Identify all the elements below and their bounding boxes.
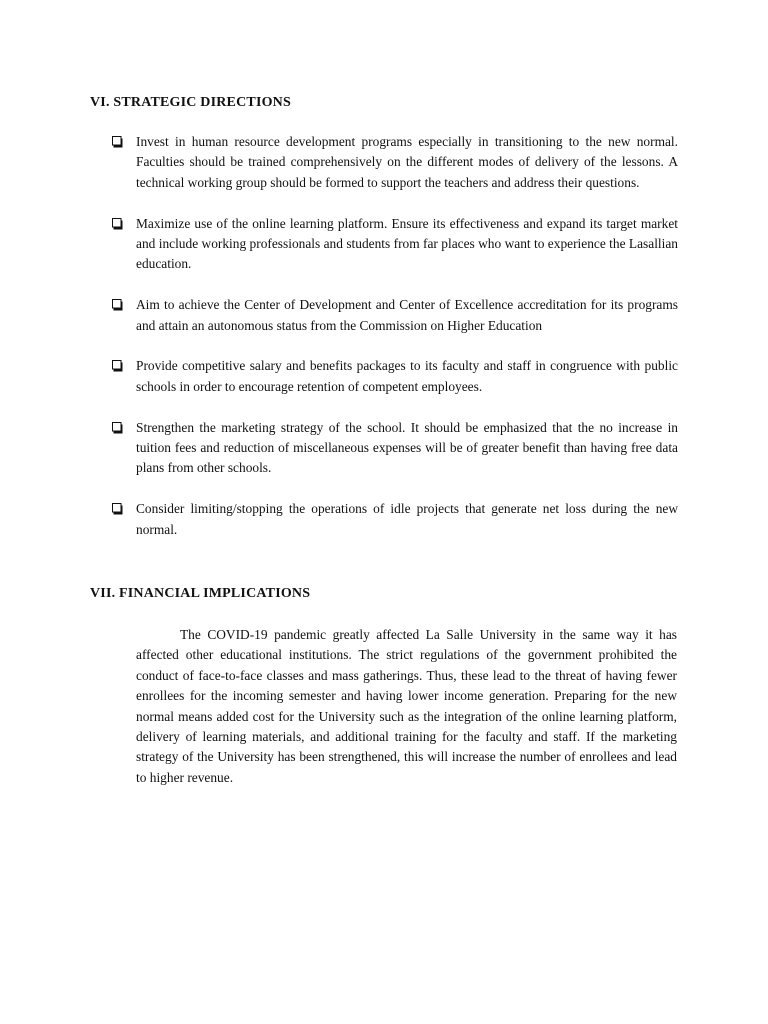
box-bullet-icon bbox=[112, 132, 126, 152]
strategic-directions-list bbox=[112, 132, 678, 560]
list-item-text: Invest in human resource development programs especially in transitioning to the new normal. Faculties should be trained comprehensively on the different modes of delivery of the lessons. A technical working group should be formed to support the teachers and address their questions. bbox=[136, 134, 678, 190]
list-item bbox=[112, 356, 678, 397]
list-item bbox=[112, 132, 678, 193]
list-item bbox=[112, 499, 678, 540]
list-item bbox=[112, 295, 678, 336]
box-bullet-icon bbox=[112, 499, 126, 519]
box-bullet-icon bbox=[112, 295, 126, 315]
list-item-text: Maximize use of the online learning platform. Ensure its effectiveness and expand its target market and include working professionals and students from far places who want to experience the Lasallian education. bbox=[136, 215, 678, 272]
list-item-text: Strengthen the marketing strategy of the school. It should be emphasized that the no increase in tuition fees and reduction of miscellaneous expenses will be of greater benefit than having free data plans from other schools. bbox=[136, 419, 678, 476]
list-item-text: Consider limiting/stopping the operations of idle projects that generate net loss during the new normal. bbox=[136, 501, 678, 537]
list-item-text: Aim to achieve the Center of Development and Center of Excellence accreditation for its programs and attain an autonomous status from the Commission on Higher Education bbox=[136, 297, 678, 333]
box-bullet-icon bbox=[112, 356, 126, 376]
list-item bbox=[112, 214, 678, 275]
financial-implications-paragraph: The COVID-19 pandemic greatly affected La Salle University in the same way it has affected other educational institutions. The strict regulations of the government prohibited the conduct of face-to-face classes and mass gatherings. Thus, these lead to the threat of having fewer enrollees for the incoming semester and having lower income generation. Preparing for the new normal means added cost for the University such as the integration of the online learning platform, delivery of learning materials, and additional training for the faculty and staff. If the marketing strategy of the University has been strengthened, this will increase the number of enrollees and lead to higher revenue. bbox=[136, 627, 677, 785]
section-heading-strategic-directions: VI. STRATEGIC DIRECTIONS bbox=[90, 95, 291, 110]
box-bullet-icon bbox=[112, 214, 126, 234]
list-item bbox=[112, 418, 678, 479]
list-item-text: Provide competitive salary and benefits packages to its faculty and staff in congruence with public schools in order to encourage retention of competent employees. bbox=[136, 358, 678, 394]
section-heading-financial-implications: VII. FINANCIAL IMPLICATIONS bbox=[90, 586, 311, 601]
box-bullet-icon bbox=[112, 418, 126, 438]
